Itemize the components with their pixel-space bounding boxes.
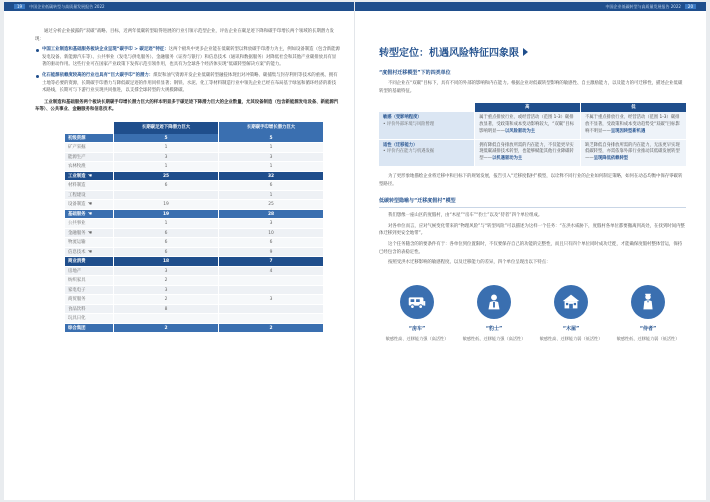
rv-icon xyxy=(406,291,428,313)
handprint-count xyxy=(218,286,323,295)
footprint-count: 6 xyxy=(113,229,218,238)
table-row xyxy=(65,229,323,239)
handprint-count: 1 xyxy=(218,191,323,200)
quadrant-cell xyxy=(474,112,580,138)
industry-name: 矿产采掘 xyxy=(68,145,86,151)
arrow-right-icon xyxy=(523,48,528,56)
quadrant-cell xyxy=(580,112,686,138)
unit-name: “豹士” xyxy=(485,325,503,332)
subsection-title: 低碳转型隐喻与“迁移度假村”模型 xyxy=(379,197,686,208)
industry-name: 信息技术 ☚ xyxy=(68,248,93,255)
table-row xyxy=(65,267,323,277)
footprint-count: 18 xyxy=(113,257,218,266)
right-header-bar xyxy=(355,2,706,11)
subsection-title: “度假村迁移模型”下的四类单位 xyxy=(379,70,451,76)
unit-person xyxy=(462,285,526,342)
handprint-count: 3 xyxy=(218,219,323,228)
industry-name: 材料制造 xyxy=(68,183,86,189)
handprint-count: 4 xyxy=(218,267,323,276)
cell-text: 属于重点排放行业、或经营活动（范围 1-3）碳排放显著，受政策和成本变动影响较大，“双碳”目标影响明显—— xyxy=(479,115,574,134)
handprint-count: 1 xyxy=(218,143,323,152)
paragraph: 按照受洪水迁移影响的敏感程度、以及迁移能力的差异，四个单位呈现出以下特点： xyxy=(388,260,551,266)
industry-name: 玩具日化 xyxy=(68,316,86,322)
bullet-text: 这两个板块中更多企业能在低碳转型以释放碳手印潜力为主，例如设备制造（包含新能源发电设备、新能源汽车等）、公共事业（发电与供电服务）、金融服务（证券与银行）和信息技术（通讯和数据服务）对降低社会和其他产业碳排放具有显著的驱动作用。这些行业可在国家产业政策下发挥示范引领作用，也具有为全球各个经济体实现“低碳转型解决方案”的能力。 xyxy=(42,47,340,68)
industry-name: 农林牧渔 xyxy=(68,164,86,170)
table-row xyxy=(65,143,323,153)
handprint-count xyxy=(218,305,323,314)
table-row xyxy=(65,295,323,305)
section-title xyxy=(379,44,686,59)
intro-paragraph: 通过分析企业披露的“双碳”战略、目标，近两年低碳转型取得进展的行业引领示范型企业，评估企业在碳足迹下降和碳手印增长两个领域的长期潜力发现： xyxy=(35,29,334,42)
hand-pointer-icon: ☚ xyxy=(87,201,93,208)
potential-table xyxy=(65,122,323,334)
table-row xyxy=(65,162,323,172)
industry-name: 工程建设 xyxy=(68,192,86,198)
table-row xyxy=(65,238,323,248)
footprint-count: 5 xyxy=(113,134,218,143)
footprint-count: 6 xyxy=(113,238,218,247)
footprint-count: 3 xyxy=(113,267,218,276)
footprint-count: 6 xyxy=(113,248,218,257)
bullet-lead: 化石能源依赖度较高的行业也具有“巨大碳手印”的潜力： xyxy=(42,72,154,78)
right-page xyxy=(355,2,706,500)
bullet-item xyxy=(35,46,340,69)
unit-waiter xyxy=(616,285,680,342)
hand-pointer-icon: ☚ xyxy=(87,248,93,255)
footprint-count xyxy=(113,314,218,323)
quadrant-header xyxy=(379,103,686,112)
footprint-count: 6 xyxy=(113,181,218,190)
industry-name: 工业制造 ☚ xyxy=(68,172,93,179)
industry-name: 商业消费 xyxy=(68,259,86,265)
col-header-handprint: 长期碳手印增长潜力巨大 xyxy=(218,122,323,134)
table-header xyxy=(113,122,323,134)
handprint-count: 32 xyxy=(218,172,323,181)
cell-text: 不属于重点排放行业、经营活动（范围 1-3）碳排放不显著，受政策和成本变动趋势受“双碳”目标影响不明显—— xyxy=(585,115,680,134)
row-subtitle: • 评价外部环境与风险暂理 xyxy=(383,121,435,127)
handprint-count: 9 xyxy=(218,248,323,257)
unit-rv xyxy=(385,285,449,342)
handprint-count: 1 xyxy=(218,162,323,171)
table-row xyxy=(65,191,323,201)
paragraph: 我们想像一座山区的度假村，由“木屋”“房车”“豹士”以及“侍者”四个单位组成。 xyxy=(388,213,543,219)
industry-name: 家电电子 xyxy=(68,287,86,293)
handprint-count: 6 xyxy=(218,181,323,190)
bullet-text: 煤炭和油气资源开发企业低碳转型融侵体现出对冲策略、碳捕集与封存利用等技术的重视、拥有土地等必要的资源，长期碳手印潜力与降低碳足迹的作用同样显著；钢铁、水泥、化工等材料制造行业中领先企业已经在布局基于绿氢和循环经济的新技术路线，长期可与下游行业实现共同推进，以支撑全球转型的大规模降碳。 xyxy=(42,72,338,94)
quadrant-row xyxy=(379,112,686,139)
industry-name: 物流运输 xyxy=(68,240,86,246)
unit-cabin xyxy=(539,285,603,342)
industry-name: 基础服务 ☚ xyxy=(68,210,93,217)
table-row xyxy=(65,314,323,324)
page-number: 19 xyxy=(14,4,25,9)
footprint-count: 3 xyxy=(113,153,218,162)
footprint-count: 1 xyxy=(113,162,218,171)
hand-pointer-icon: ☚ xyxy=(87,229,93,236)
table-row xyxy=(65,276,323,286)
paragraph: 对各单位而言，应对气候变化带来的“物理风险”与“转型风险”可以描述为这样一个任务：“在洪水威胁下，度假村各单位都要撤离到高处，在找到时间内整体迁移到更安全地带”。 xyxy=(379,223,685,237)
quadrant-cell xyxy=(580,140,686,166)
handprint-count: 2 xyxy=(218,324,323,333)
table-category-row xyxy=(65,172,323,182)
cell-text: 缺乏降低自身排放所需的内在能力，无法更早实现低碳转型，亦需依靠外部行业推动其低碳发展转型—— xyxy=(585,142,680,162)
table-row xyxy=(65,181,323,191)
handprint-count: 25 xyxy=(218,200,323,209)
table-body xyxy=(65,134,323,334)
table-category-row xyxy=(65,134,323,144)
table-category-row xyxy=(65,257,323,267)
industry-name: 房地产 xyxy=(68,268,82,274)
quadrant-table xyxy=(379,103,686,167)
row-title: 适性（迁移能力） xyxy=(383,142,418,148)
col-low: 低 xyxy=(580,103,686,112)
handprint-count xyxy=(218,314,323,323)
cell-emphasis: 呈现因转型新机遇 xyxy=(610,128,646,134)
waiter-icon xyxy=(637,291,659,313)
unit-name: “房车” xyxy=(408,325,426,332)
quadrant-row xyxy=(379,140,686,167)
footprint-count: 19 xyxy=(113,210,218,219)
footprint-count: 3 xyxy=(113,286,218,295)
handprint-count: 6 xyxy=(218,238,323,247)
unit-icons xyxy=(379,285,686,342)
table-row xyxy=(65,248,323,258)
handprint-count: 5 xyxy=(218,134,323,143)
header-title: 中国企业低碳转型与高质量发展报告 2022 xyxy=(605,4,681,9)
cabin-icon xyxy=(560,291,582,313)
handprint-count xyxy=(218,276,323,285)
industry-name: 纺织家具 xyxy=(68,278,86,284)
cell-emphasis: 以风险驱动为主 xyxy=(504,128,536,134)
cell-emphasis: 呈现降低依赖转型 xyxy=(593,156,629,162)
footprint-count: 1 xyxy=(113,219,218,228)
footprint-count: 1 xyxy=(113,143,218,152)
handprint-count: 7 xyxy=(218,257,323,266)
table-category-row xyxy=(65,324,323,334)
unit-desc: 敏感性低、迁移能力强（高活性） xyxy=(462,335,526,341)
footprint-count xyxy=(113,191,218,200)
footprint-count: 8 xyxy=(113,305,218,314)
handprint-count: 3 xyxy=(218,153,323,162)
table-row xyxy=(65,200,323,210)
section-title-text: 转型定位：机遇风险特征四象限 xyxy=(379,48,519,59)
report-spread xyxy=(4,2,706,500)
page-number: 20 xyxy=(685,4,696,9)
quadrant-cell xyxy=(474,140,580,166)
bullet-item xyxy=(35,72,340,95)
industry-name: 设备制造 ☚ xyxy=(68,201,93,208)
unit-desc: 敏感性高、迁移能力强（高活性） xyxy=(385,335,449,341)
hand-pointer-icon: ☚ xyxy=(87,210,93,217)
table-row xyxy=(65,305,323,315)
unit-desc: 敏感性高、迁移能力弱（低活性） xyxy=(539,335,603,341)
industry-name: 食品饮料 xyxy=(68,306,86,312)
industry-name: 商贸服务 xyxy=(68,297,86,303)
paragraph: 不同企业在“双碳”目标下，具有不同的外部的影响和内在能力。根据企业对低碳转型影响的敏感性、自主激励能力，以及能力的可迁移性，描述企业低碳转型的基础特征。 xyxy=(379,81,683,94)
unit-desc: 敏感性低、迁移能力弱（低活性） xyxy=(616,335,680,341)
row-title: 敏感（受影响程度） xyxy=(383,115,422,121)
table-row xyxy=(65,219,323,229)
footprint-count: 2 xyxy=(113,295,218,304)
table-row xyxy=(65,286,323,296)
person-icon xyxy=(483,291,505,313)
hand-pointer-icon: ☚ xyxy=(87,172,93,179)
footprint-count: 2 xyxy=(113,324,218,333)
handprint-count: 28 xyxy=(218,210,323,219)
footprint-count: 25 xyxy=(113,172,218,181)
handprint-count: 10 xyxy=(218,229,323,238)
col-high: 高 xyxy=(474,103,580,112)
footprint-count: 19 xyxy=(113,200,218,209)
unit-name: “侍者” xyxy=(639,325,657,332)
left-header-bar xyxy=(4,2,354,11)
handprint-count: 3 xyxy=(218,295,323,304)
industry-name: 公共事业 xyxy=(68,221,86,227)
col-header-footprint: 长期碳足迹下降潜力巨大 xyxy=(113,122,218,134)
paragraph: 这个任务随含的的要条件有于：各单位到位置限时，不仅要保存自己的功能的完整性，而且只有四个单位同时成功迁徙，才能确保度假村整体营运，保持已经包含的表稳定性。 xyxy=(379,241,683,255)
footprint-count: 2 xyxy=(113,276,218,285)
industry-name: 金融服务 ☚ xyxy=(68,229,93,236)
table-category-row xyxy=(65,210,323,220)
left-page xyxy=(4,2,355,500)
paragraph: 为了更形象地描绘企业将迁移中和目标下的规划发展，报告引入“迁移度假村”模型，以诠释不同行业的企业如何制定策略，如何在动态均衡中保存零碳转型路径。 xyxy=(379,173,683,187)
unit-name: “木屋” xyxy=(562,325,580,332)
table-row xyxy=(65,153,323,163)
industry-name: 能源生产 xyxy=(68,154,86,160)
bullet-lead: 中国工业制造和基础服务板块企业呈现“碳手印 > 碳足迹”特征： xyxy=(42,47,169,53)
conclusion-paragraph: 工业制造和基础服务两个板块长期碳手印增长潜力巨大的样本明显多于碳足迹下降潜力巨大的企业数量，尤其设备制造（包含新能源发电设备、新能源汽车等）、公共事业、金融服务和信息技术。 xyxy=(35,99,339,113)
header-title: 中国企业低碳转型与高质量发展报告 2022 xyxy=(29,4,105,9)
cell-text: 拥有降低自身排放所需的内在能力，不仅能更早实现低碳减排技术转型，也能够赋能其他行业降碳转型—— xyxy=(479,142,574,162)
industry-name: 初级资源 xyxy=(68,135,86,141)
industry-name: 综合集团 xyxy=(68,325,86,331)
cell-emphasis: 以机遇驱动为主 xyxy=(492,156,523,162)
row-subtitle: • 评价内在能力与机遇发掘 xyxy=(383,149,435,155)
